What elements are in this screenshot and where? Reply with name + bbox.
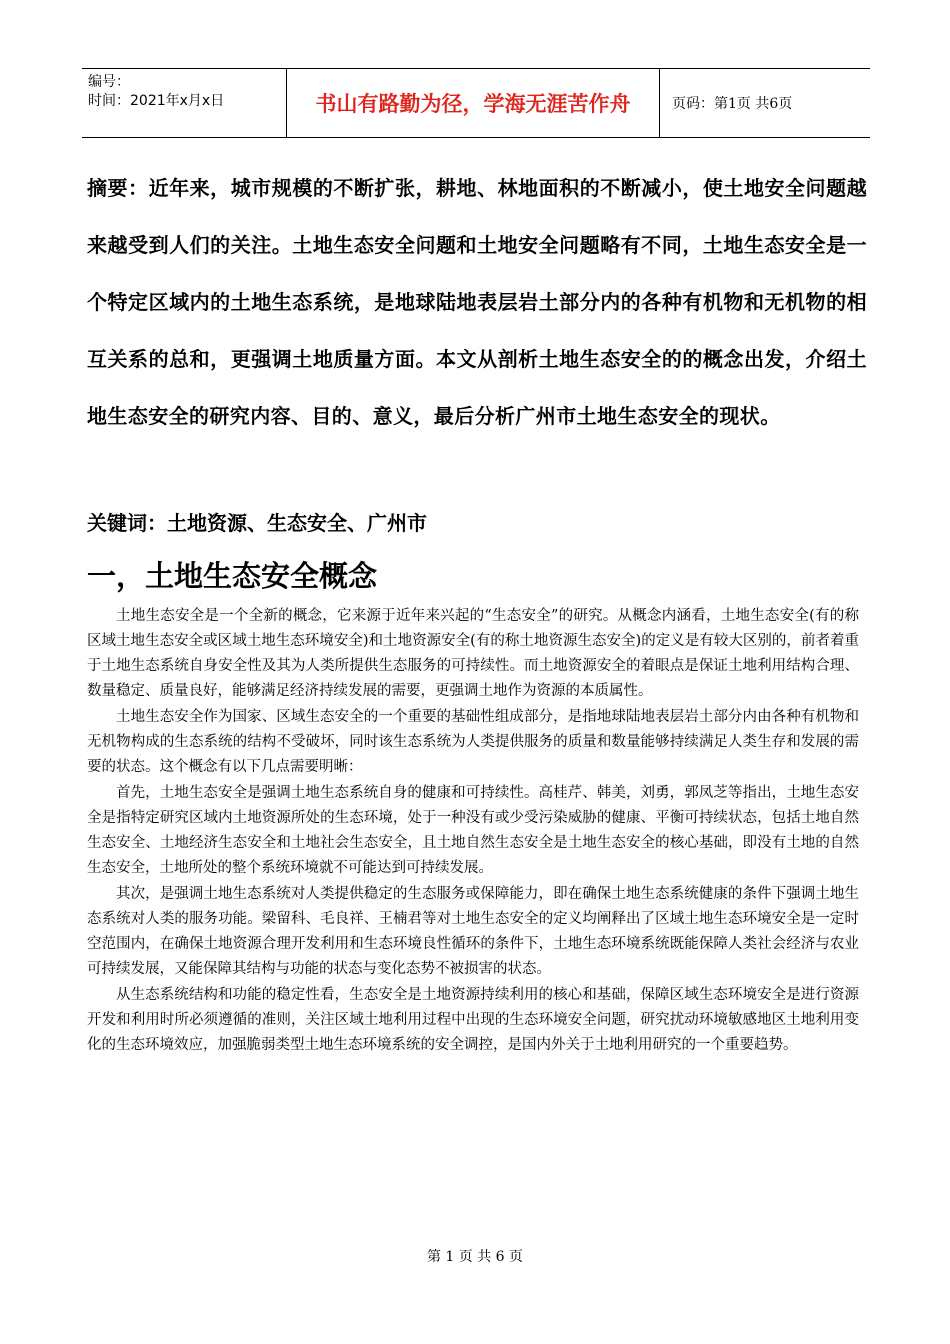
- paragraph: 首先，土地生态安全是强调土地生态系统自身的健康和可持续性。高桂芹、韩美，刘勇，郭凤芝等指出，土地生态安全是指特定研究区域内土地资源所处的生态环境，处于一种没有或少受污染威胁的健康、平衡可持续状态，包括土地自然生态安全、土地经济生态安全和土地社会生态安全，且土地自然生态安全是土地生态安全的核心基础，即没有土地的自然生态安全，土地所处的整个系统环境就不可能达到可持续发展。: [87, 785, 859, 876]
- section-title: 一，土地生态安全概念: [87, 559, 378, 593]
- date-label: 时间：2021年x月x日: [88, 93, 225, 109]
- number-label: 编号：: [88, 74, 130, 90]
- paragraph: 土地生态安全是一个全新的概念，它来源于近年来兴起的“生态安全”的研究。从概念内涵看，土地生态安全(有的称区域土地生态安全或区域土地生态环境安全)和土地资源安全(有的称土地资源生态安全)的定义是有较大区别的，前者着重于土地生态系统自身安全性及其为人类所提供生态服务的可持续性。而土地资源安全的着眼点是保证土地利用结构合理、数量稳定、质量良好，能够满足经济持续发展的需要，更强调土地作为资源的本质属性。: [87, 608, 859, 699]
- keywords: 关键词：土地资源、生态安全、广州市: [87, 511, 427, 535]
- body-text: [87, 604, 859, 1059]
- paragraph: 其次，是强调土地生态系统对人类提供稳定的生态服务或保障能力，即在确保土地生态系统健康的条件下强调土地生态系统对人类的服务功能。梁留科、毛良祥、王楠君等对土地生态安全的定义均阐释出了区域土地生态环境安全是一定时空范围内，在确保土地资源合理开发利用和生态环境良性循环的条件下，土地生态环境系统既能保障人类社会经济与农业可持续发展，又能保障其结构与功能的状态与变化态势不被损害的状态。: [87, 886, 859, 977]
- paragraph: 从生态系统结构和功能的稳定性看，生态安全是土地资源持续利用的核心和基础，保障区域生态环境安全是进行资源开发和利用时所必须遵循的准则，关注区域土地利用过程中出现的生态环境安全问题，研究扰动环境敏感地区土地利用变化的生态环境效应，加强脆弱类型土地生态环境系统的安全调控，是国内外关于土地利用研究的一个重要趋势。: [87, 987, 859, 1053]
- header-motto: 书山有路勤为径，学海无涯苦作舟: [286, 69, 660, 137]
- paragraph: 土地生态安全作为国家、区域生态安全的一个重要的基础性组成部分，是指地球陆地表层岩土部分内由各种有机物和无机物构成的生态系统的结构不受破坏，同时该生态系统为人类提供服务的质量和数量能够持续满足人类生存和发展的需要的状态。这个概念有以下几点需要明晰：: [87, 709, 859, 775]
- header-meta: [82, 69, 286, 137]
- header-page-info: 页码：第1页 共6页: [672, 96, 793, 112]
- page-footer: 第 1 页 共 6 页: [426, 1249, 524, 1265]
- abstract: 摘要：近年来，城市规模的不断扩张，耕地、林地面积的不断减小，使土地安全问题越来越受到人们的关注。土地生态安全问题和土地安全问题略有不同，土地生态安全是一个特定区域内的土地生态系统，是地球陆地表层岩土部分内的各种有机物和无机物的相互关系的总和，更强调土地质量方面。本文从剖析土地生态安全的的概念出发，介绍土地生态安全的研究内容、目的、意义，最后分析广州市土地生态安全的现状。: [87, 176, 867, 428]
- header-table: [82, 68, 870, 138]
